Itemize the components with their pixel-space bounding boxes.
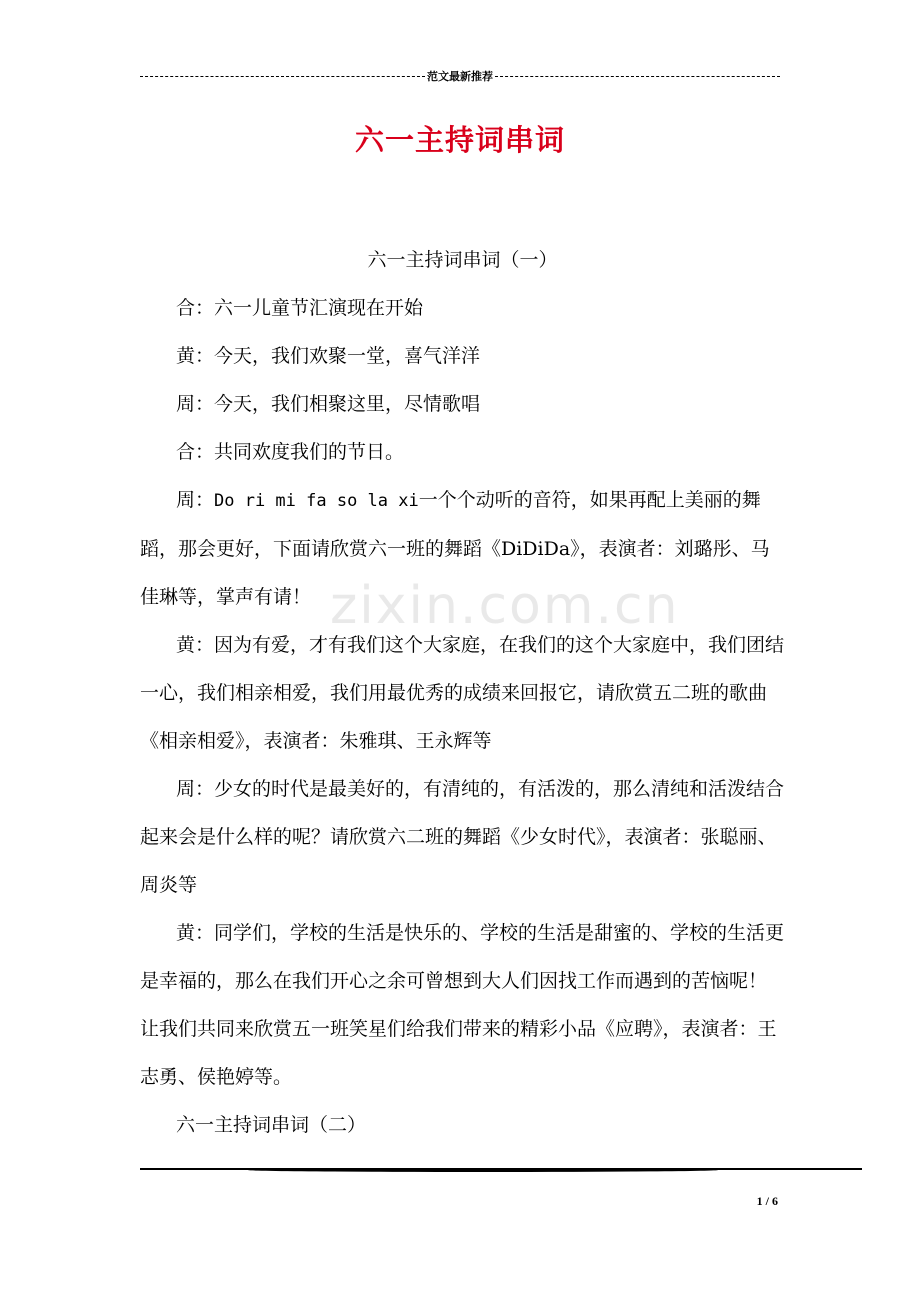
paragraph: 黄：同学们，学校的生活是快乐的、学校的生活是甜蜜的、学校的生活更是幸福的，那么在我们开心之余可曾想到大人们因找工作而遇到的苦恼呢！让我们共同来欣赏五一班笑星们给我们带来的精彩小品《应聘》，表演者：王志勇、侯艳婷等。	[140, 922, 785, 1088]
solfege-text: Do ri mi fa so la xi	[214, 491, 419, 511]
paragraph: 周：少女的时代是最美好的，有清纯的，有活泼的，那么清纯和活泼结合起来会是什么样的呢？请欣赏六二班的舞蹈《少女时代》，表演者：张聪丽、周炎等	[140, 778, 785, 896]
paragraph-prefix: 周：	[176, 489, 215, 511]
section-heading-1: 六一主持词串词（一）	[367, 249, 558, 271]
watermark: zixin.com.cn	[330, 576, 680, 636]
document-body	[140, 236, 785, 1149]
paragraph: 黄：今天，我们欢聚一堂，喜气洋洋	[176, 345, 481, 367]
paragraph: 周：今天，我们相聚这里，尽情歌唱	[176, 393, 481, 415]
paragraph: 合：六一儿童节汇演现在开始	[176, 297, 424, 319]
paragraph: 合：共同欢度我们的节日。	[176, 441, 405, 463]
header-dash-right	[495, 76, 780, 77]
page-number: 1 / 6	[756, 1194, 778, 1208]
header-label: 范文最新推荐	[427, 70, 493, 83]
footer-rule	[140, 1168, 862, 1176]
paragraph: 黄：因为有爱，才有我们这个大家庭，在我们的这个大家庭中，我们团结一心，我们相亲相爱，我们用最优秀的成绩来回报它，请欣赏五二班的歌曲《相亲相爱》，表演者：朱雅琪、王永辉等	[140, 634, 785, 752]
paragraph-rest: 一个个动听的音符，如果再配上美丽的舞蹈，那会更好，下面请欣赏六一班的舞蹈《DiDiDa》，表演者：刘璐彤、马佳琳等，掌声有请！	[140, 489, 770, 608]
page-header	[140, 66, 780, 86]
paragraph	[140, 476, 785, 621]
header-dash-left	[140, 76, 425, 77]
document-title: 六一主持词串词	[354, 123, 565, 157]
section-heading-2: 六一主持词串词（二）	[176, 1114, 367, 1136]
